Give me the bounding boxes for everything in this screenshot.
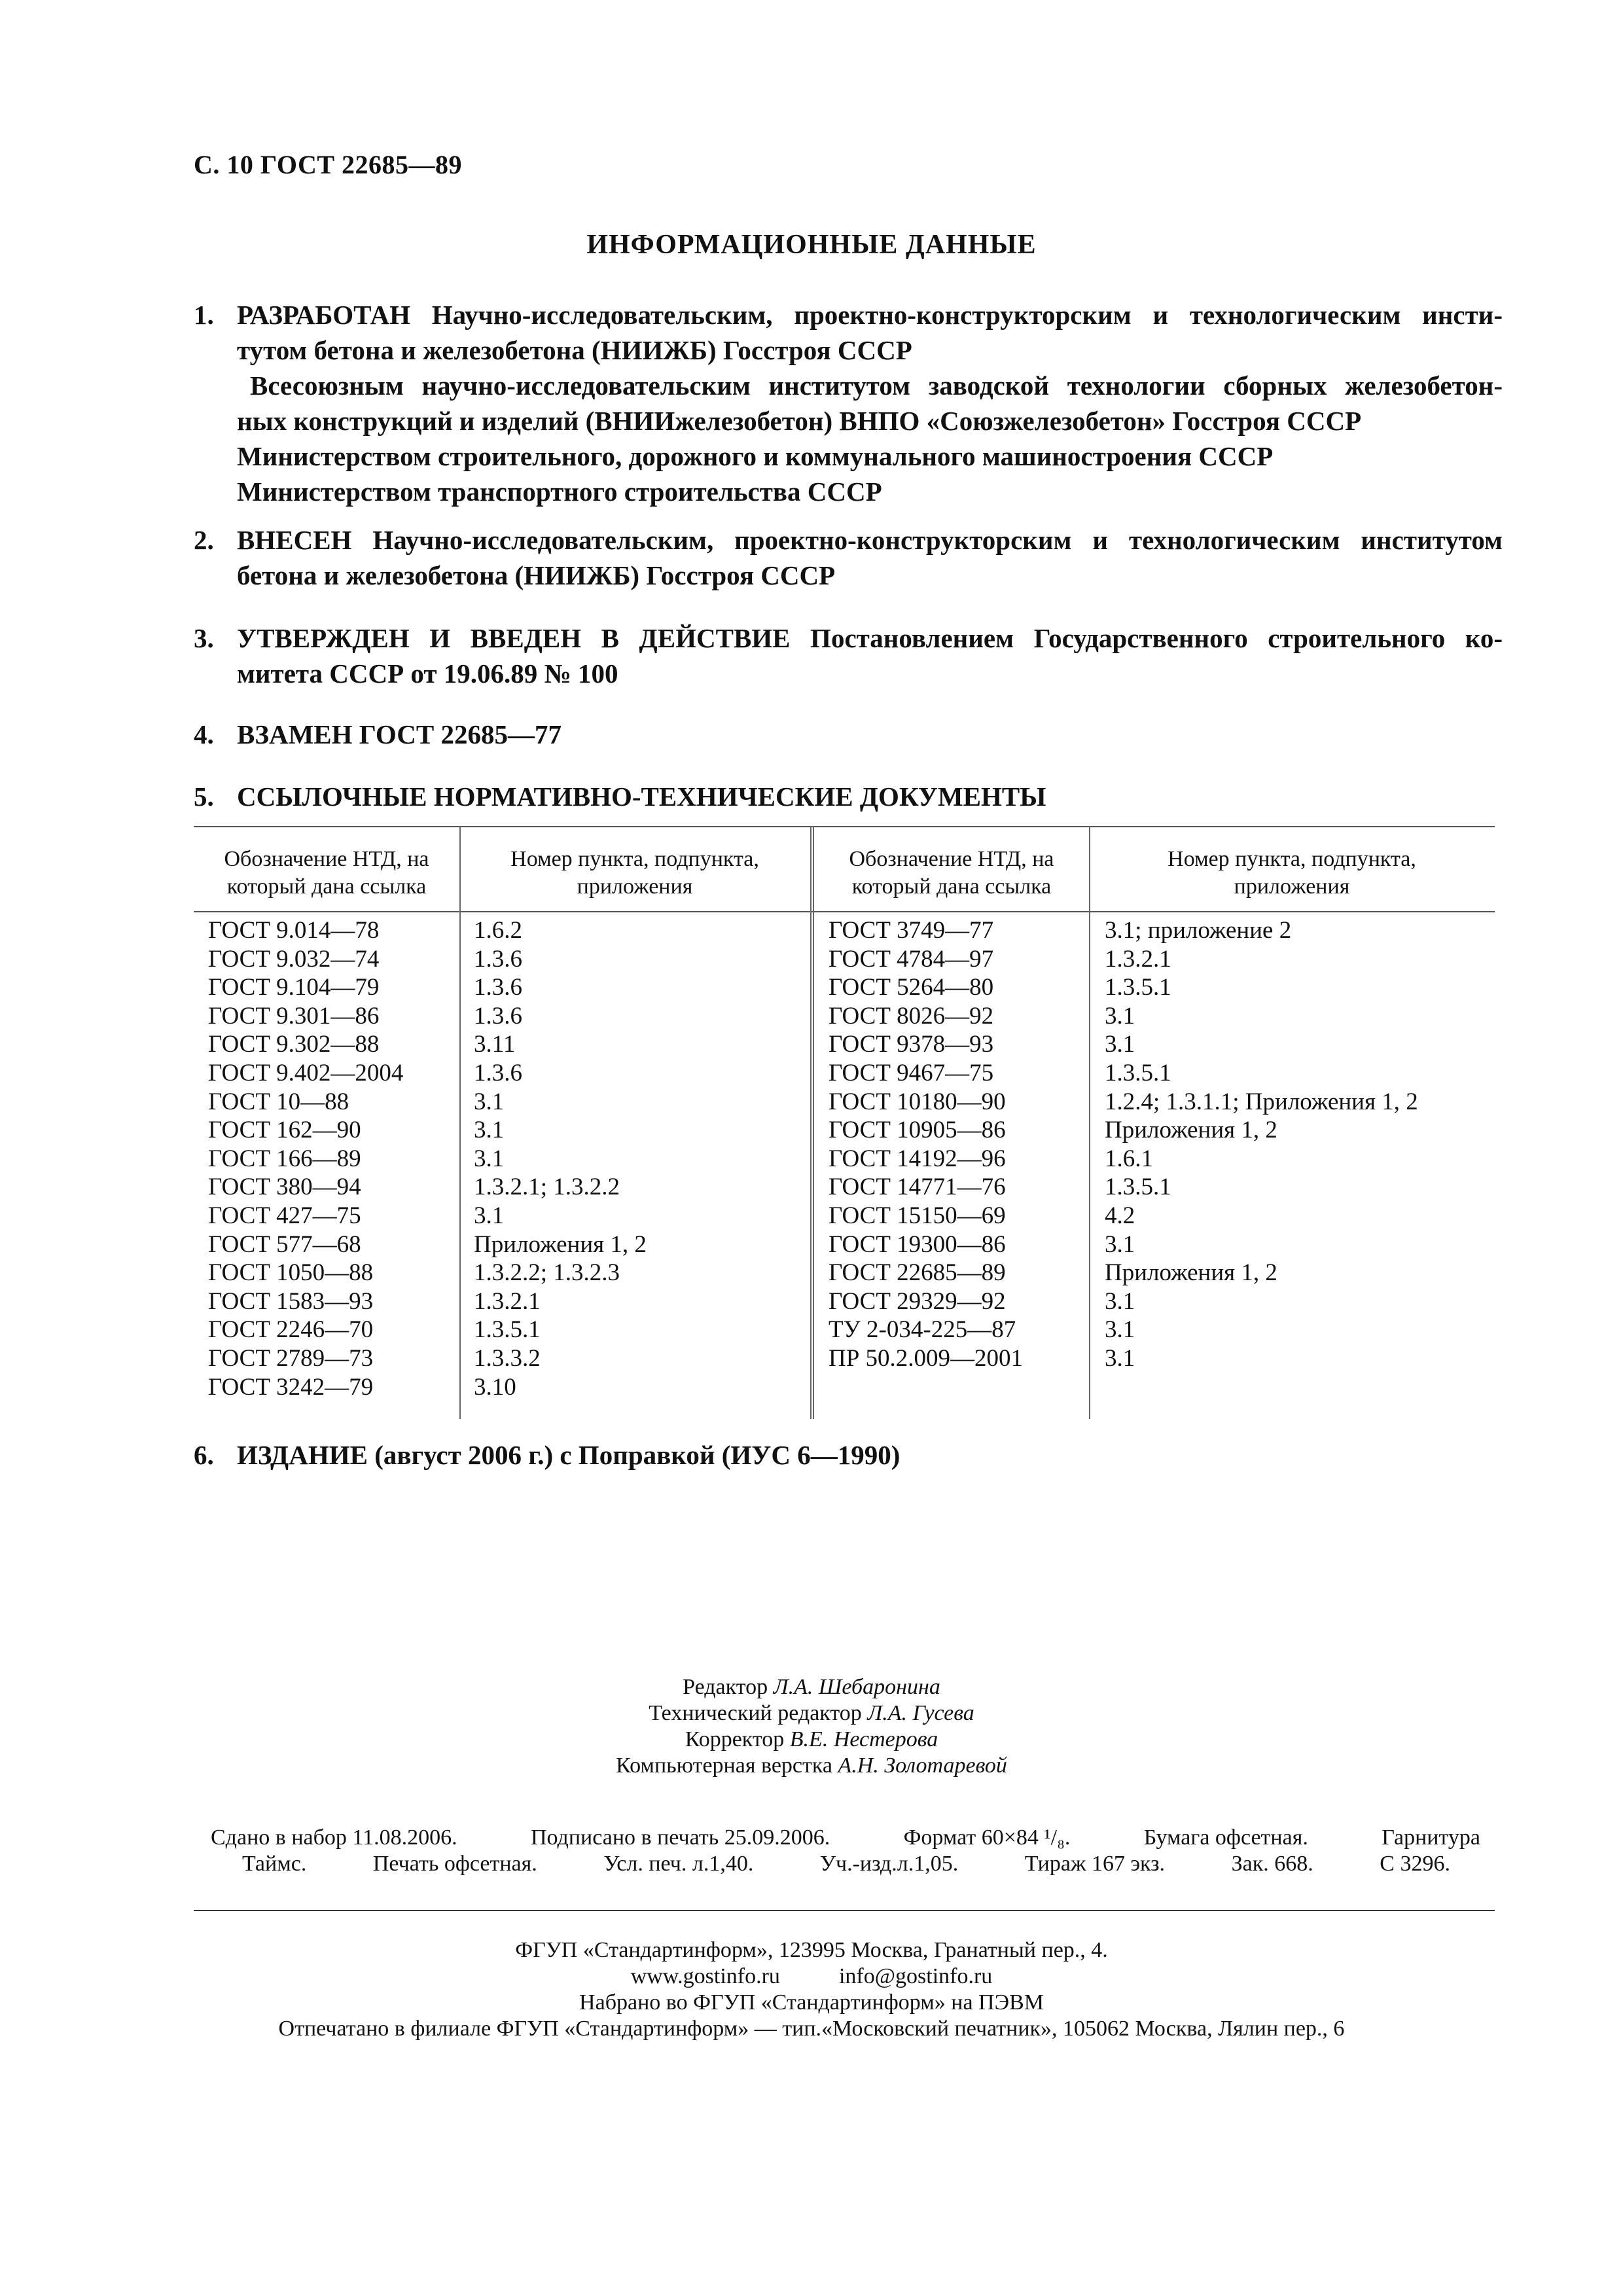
page-title: ИНФОРМАЦИОННЫЕ ДАННЫЕ <box>586 230 1037 260</box>
header-line: приложения <box>577 874 693 899</box>
divider <box>194 1910 1495 1911</box>
table-cell: 4.2 <box>1105 1202 1135 1229</box>
section-text-line: ВНЕСЕН Научно-исследовательским, проектно-конструкторским и технологическим институтом <box>237 525 1503 555</box>
credit-label: Компьютерная верстка <box>616 1753 832 1778</box>
table-cell: 1.3.6 <box>474 1059 522 1086</box>
table-cell: ГОСТ 3749—77 <box>829 917 994 944</box>
section-text-line: РАЗРАБОТАН Научно-исследовательским, проектно-конструкторским и технологическим инсти- <box>237 300 1503 330</box>
section-text-line: ИЗДАНИЕ (август 2006 г.) с Поправкой (ИУС 6—1990) <box>237 1440 901 1470</box>
table-cell: ГОСТ 14771—76 <box>829 1174 1006 1201</box>
imprint-field: С 3296. <box>1380 1852 1450 1876</box>
imprint-field: Уч.-изд.л.1,05. <box>819 1852 959 1876</box>
section-text-line: бетона и железобетона (НИИЖБ) Госстроя СССР <box>237 560 836 590</box>
table-header-doc <box>814 846 1089 901</box>
publisher-block <box>0 1937 1623 2042</box>
imprint-row <box>211 1851 1480 1877</box>
section-text-line: митета СССР от 19.06.89 № 100 <box>237 658 618 689</box>
section-6-edition <box>194 1437 1503 1473</box>
credit-name: В.Е. Нестерова <box>789 1727 938 1751</box>
table-cell: ГОСТ 9.014—78 <box>208 917 380 944</box>
table-cell: ГОСТ 162—90 <box>208 1117 361 1144</box>
table-cell: ГОСТ 9378—93 <box>829 1031 994 1058</box>
credit-proofreader <box>0 1727 1623 1753</box>
table-cell: 1.6.2 <box>474 917 522 944</box>
table-cell: ГОСТ 4784—97 <box>829 945 994 973</box>
imprint-field: Усл. печ. л.1,40. <box>603 1852 754 1876</box>
table-cell: ГОСТ 14192—96 <box>829 1145 1006 1172</box>
right-clause-column <box>1105 916 1418 1373</box>
table-cell: 3.1 <box>474 1145 505 1172</box>
section-number: 4. <box>194 719 214 749</box>
section-number: 2. <box>194 525 214 555</box>
table-cell: 3.11 <box>474 1031 516 1058</box>
table-cell: 1.3.2.1 <box>474 1287 541 1315</box>
table-cell: 1.3.6 <box>474 945 522 973</box>
section-5-references <box>194 779 1503 814</box>
publisher-contacts <box>0 1964 1623 1990</box>
section-4-replaces <box>194 717 1503 752</box>
print-imprint <box>211 1825 1480 1877</box>
imprint-field: Зак. 668. <box>1231 1852 1313 1876</box>
imprint-row <box>211 1825 1480 1851</box>
table-cell: ГОСТ 29329—92 <box>829 1287 1006 1315</box>
printing-note: Отпечатано в филиале ФГУП «Стандартинформ» — тип.«Московский печатник», 105062 Москва, Лялин пер., 6 <box>278 2017 1345 2041</box>
credit-label: Технический редактор <box>649 1701 862 1725</box>
table-cell: 3.10 <box>474 1373 516 1401</box>
table-cell: ГОСТ 10—88 <box>208 1088 349 1115</box>
credit-label: Корректор <box>685 1727 785 1751</box>
credit-tech-editor <box>0 1700 1623 1727</box>
table-cell: ГОСТ 1583—93 <box>208 1287 374 1315</box>
table-cell: Приложения 1, 2 <box>1105 1259 1277 1287</box>
table-cell: 1.3.6 <box>474 1002 522 1030</box>
table-cell: ГОСТ 19300—86 <box>829 1230 1006 1258</box>
table-top-rule <box>194 826 1495 827</box>
table-column-divider <box>459 826 461 1419</box>
table-cell: ГОСТ 9.104—79 <box>208 974 380 1001</box>
left-clause-column <box>474 916 647 1401</box>
header-line: который дана ссылка <box>226 874 427 899</box>
header-line: Обозначение НТД, на <box>224 847 429 871</box>
table-cell: 1.2.4; 1.3.1.1; Приложения 1, 2 <box>1105 1088 1418 1115</box>
table-cell: 1.3.5.1 <box>474 1316 541 1344</box>
table-cell: ГОСТ 577—68 <box>208 1230 361 1258</box>
section-1-developed-by <box>194 297 1503 509</box>
section-text-line: Министерством транспортного строительства СССР <box>237 476 882 507</box>
table-cell: Приложения 1, 2 <box>474 1230 647 1258</box>
website-link[interactable]: www.gostinfo.ru <box>630 1964 780 1988</box>
table-cell: ТУ 2-034-225—87 <box>829 1316 1016 1344</box>
section-number: 5. <box>194 781 214 812</box>
table-cell: ГОСТ 15150—69 <box>829 1202 1006 1229</box>
credit-name: Л.А. Гусева <box>867 1701 974 1725</box>
credit-name: Л.А. Шебаронина <box>773 1675 940 1699</box>
table-cell: 1.3.2.2; 1.3.2.3 <box>474 1259 620 1287</box>
table-cell: 1.3.5.1 <box>1105 1174 1171 1201</box>
table-column-divider <box>1089 826 1090 1419</box>
running-head: С. 10 ГОСТ 22685—89 <box>194 150 463 179</box>
imprint-field: Сдано в набор 11.08.2006. <box>211 1825 457 1850</box>
table-header-rule <box>194 911 1495 912</box>
table-cell: ГОСТ 2246—70 <box>208 1316 374 1344</box>
table-cell: 1.3.2.1; 1.3.2.2 <box>474 1174 620 1201</box>
imprint-field: Печать офсетная. <box>372 1852 537 1876</box>
table-cell: 1.3.2.1 <box>1105 945 1171 973</box>
table-cell: Приложения 1, 2 <box>1105 1117 1277 1144</box>
section-2-introduced-by <box>194 522 1503 593</box>
table-cell: 3.1 <box>1105 1230 1135 1258</box>
table-cell: ГОСТ 2789—73 <box>208 1344 374 1372</box>
email-link[interactable]: info@gostinfo.ru <box>838 1964 993 1988</box>
table-header-clause <box>1089 846 1495 901</box>
table-cell: ГОСТ 9.301—86 <box>208 1002 380 1030</box>
section-text-line: ВЗАМЕН ГОСТ 22685—77 <box>237 719 562 749</box>
credit-editor <box>0 1674 1623 1700</box>
section-text-line: УТВЕРЖДЕН И ВВЕДЕН В ДЕЙСТВИЕ Постановлением Государственного строительного ко- <box>237 623 1503 653</box>
credit-layout <box>0 1753 1623 1779</box>
section-3-approved <box>194 620 1503 691</box>
header-line: который дана ссылка <box>851 874 1052 899</box>
table-cell: 3.1 <box>1105 1344 1135 1372</box>
table-cell: 1.3.5.1 <box>1105 974 1171 1001</box>
credit-name: А.Н. Золотаревой <box>838 1753 1007 1778</box>
editorial-credits <box>0 1674 1623 1779</box>
reference-documents-table <box>194 826 1495 1419</box>
header-line: Обозначение НТД, на <box>849 847 1054 871</box>
section-text-line: ных конструкций и изделий (ВНИИжелезобетон) ВНПО «Союзжелезобетон» Госстроя СССР <box>237 406 1362 436</box>
table-cell: 3.1 <box>1105 1316 1135 1344</box>
imprint-field: Бумага офсетная. <box>1143 1825 1308 1850</box>
imprint-field: Тираж 167 экз. <box>1024 1852 1166 1876</box>
section-text-line: Министерством строительного, дорожного и коммунального машиностроения СССР <box>237 441 1274 471</box>
table-cell: 3.1 <box>1105 1031 1135 1058</box>
table-cell: 3.1 <box>1105 1287 1135 1315</box>
table-cell: ГОСТ 380—94 <box>208 1174 361 1201</box>
table-cell: 3.1 <box>474 1088 505 1115</box>
table-cell: ГОСТ 1050—88 <box>208 1259 374 1287</box>
table-header-doc <box>194 846 459 901</box>
table-cell: ГОСТ 427—75 <box>208 1202 361 1229</box>
table-cell: ПР 50.2.009—2001 <box>829 1344 1024 1372</box>
table-cell: 3.1 <box>474 1202 505 1229</box>
table-cell: ГОСТ 9.402—2004 <box>208 1059 404 1086</box>
section-text-line: Всесоюзным научно-исследовательским институтом заводской технологии сборных железобетон- <box>250 370 1503 401</box>
table-cell: ГОСТ 22685—89 <box>829 1259 1006 1287</box>
section-text-line: тутом бетона и железобетона (НИИЖБ) Госстроя СССР <box>237 335 912 365</box>
section-number: 3. <box>194 623 214 653</box>
imprint-field: Таймс. <box>242 1852 307 1876</box>
publisher-address: ФГУП «Стандартинформ», 123995 Москва, Гранатный пер., 4. <box>515 1938 1108 1962</box>
section-number: 6. <box>194 1440 214 1470</box>
section-number: 1. <box>194 300 214 330</box>
table-cell: ГОСТ 10180—90 <box>829 1088 1006 1115</box>
typesetting-note: Набрано во ФГУП «Стандартинформ» на ПЭВМ <box>579 1990 1044 2015</box>
left-doc-column <box>208 916 403 1401</box>
imprint-field: Подписано в печать 25.09.2006. <box>530 1825 830 1850</box>
table-column-divider <box>810 826 814 1419</box>
table-cell: 1.6.1 <box>1105 1145 1153 1172</box>
table-cell: 1.3.3.2 <box>474 1344 541 1372</box>
table-cell: 3.1; приложение 2 <box>1105 917 1292 944</box>
table-cell: ГОСТ 9467—75 <box>829 1059 994 1086</box>
table-cell: ГОСТ 166—89 <box>208 1145 361 1172</box>
right-doc-column <box>829 916 1023 1373</box>
table-header-clause <box>459 846 810 901</box>
header-line: Номер пункта, подпункта, <box>510 847 759 871</box>
table-cell: ГОСТ 3242—79 <box>208 1373 374 1401</box>
section-text-line: ССЫЛОЧНЫЕ НОРМАТИВНО-ТЕХНИЧЕСКИЕ ДОКУМЕНТЫ <box>237 781 1046 812</box>
table-cell: 3.1 <box>474 1117 505 1144</box>
table-cell: ГОСТ 10905—86 <box>829 1117 1006 1144</box>
table-cell: ГОСТ 9.302—88 <box>208 1031 380 1058</box>
imprint-field: Формат 60×84 ¹/₈. <box>903 1825 1071 1850</box>
header-line: приложения <box>1234 874 1350 899</box>
credit-label: Редактор <box>683 1675 768 1699</box>
table-cell: 1.3.5.1 <box>1105 1059 1171 1086</box>
imprint-field: Гарнитура <box>1382 1825 1480 1850</box>
table-cell: ГОСТ 9.032—74 <box>208 945 380 973</box>
table-cell: 1.3.6 <box>474 974 522 1001</box>
table-cell: 3.1 <box>1105 1002 1135 1030</box>
header-line: Номер пункта, подпункта, <box>1168 847 1416 871</box>
table-cell: ГОСТ 5264—80 <box>829 974 994 1001</box>
table-cell: ГОСТ 8026—92 <box>829 1002 994 1030</box>
